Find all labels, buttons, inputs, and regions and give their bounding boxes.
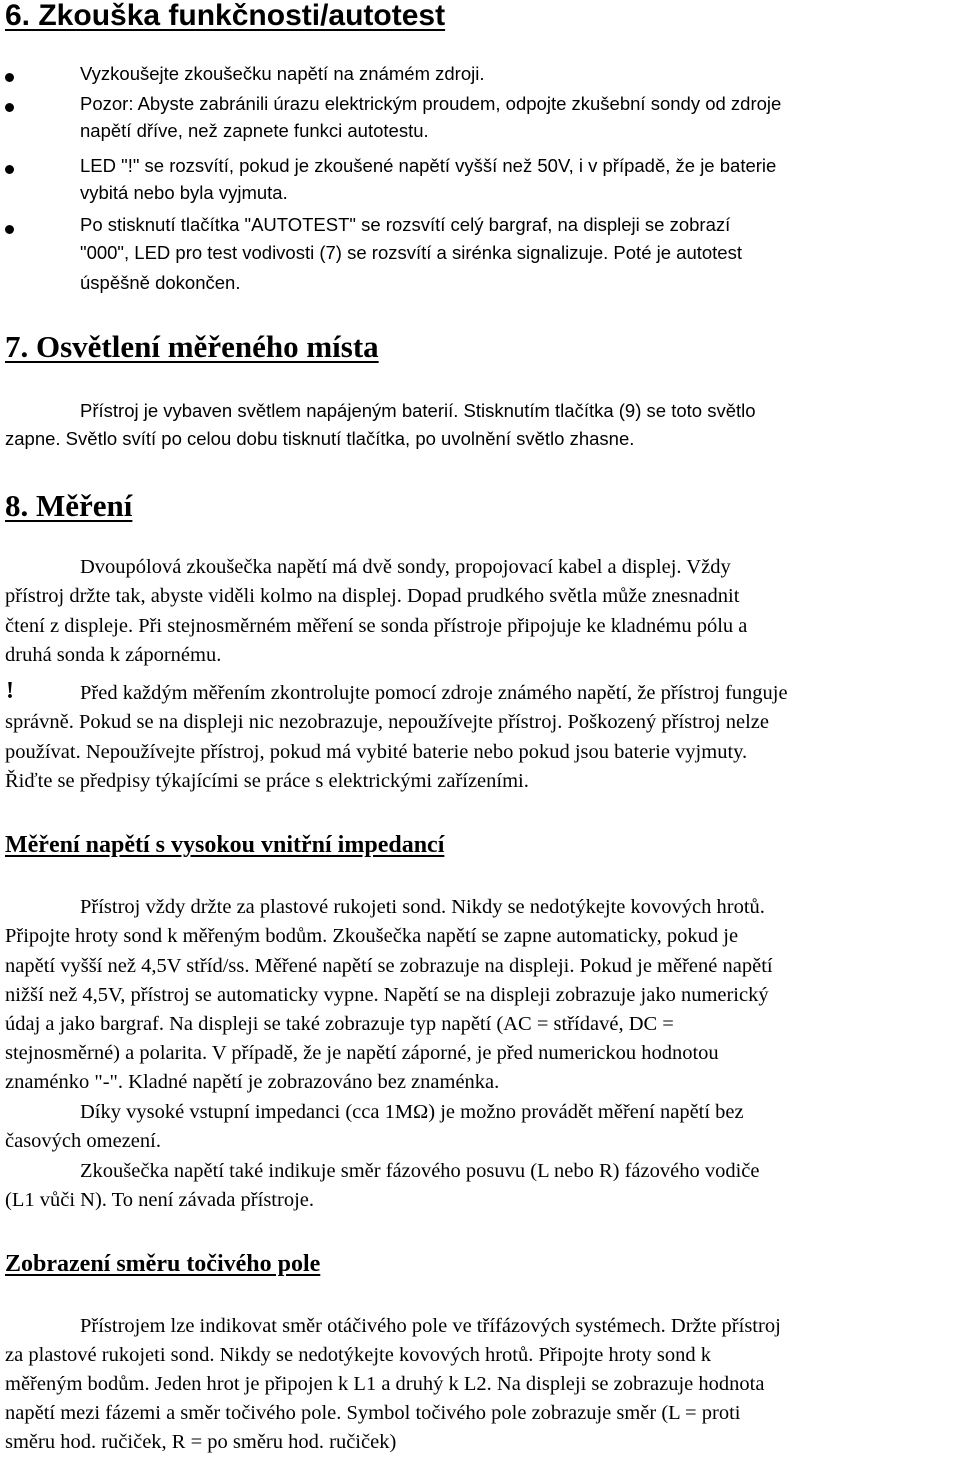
bullet-2-line-1: Pozor: Abyste zabránili úrazu elektrickým proudem, odpojte zkušební sondy od zdroje xyxy=(80,93,782,114)
warning-line-1: Před každým měřením zkontrolujte pomocí zdroje známého napětí, že přístroj funguje xyxy=(80,682,788,704)
section-8-line-4: druhá sonda k zápornému. xyxy=(5,644,222,666)
section-7-line-2: zapne. Světlo svítí po celou dobu tisknutí tlačítka, po uvolnění světlo zhasne. xyxy=(5,428,635,449)
bullet-icon xyxy=(5,103,14,112)
impedance-heading: Měření napětí s vysokou vnitřní impedancí xyxy=(5,832,445,858)
warning-line-3: používat. Nepoužívejte přístroj, pokud má vybité baterie nebo pokud jsou baterie vyjmuty. xyxy=(5,741,748,763)
bullet-icon xyxy=(5,165,14,174)
warning-icon: ! xyxy=(6,678,14,704)
impedance-line-2: Připojte hroty sond k měřeným bodům. Zkoušečka napětí se zapne automaticky, pokud je xyxy=(5,925,739,947)
bullet-4-line-3: úspěšně dokončen. xyxy=(80,272,241,293)
section-6-heading: 6. Zkouška funkčnosti/autotest xyxy=(5,0,446,32)
impedance-line-4: nižší než 4,5V, přístroj se automaticky vypne. Napětí se na displeji zobrazuje jako numerický xyxy=(5,984,769,1006)
impedance-line-5: údaj a jako bargraf. Na displeji se také zobrazuje typ napětí (AC = střídavé, DC = xyxy=(5,1013,674,1035)
impedance-line-10: Zkoušečka napětí také indikuje směr fázového posuvu (L nebo R) fázového vodiče xyxy=(80,1160,760,1182)
rotation-line-5: směru hod. ručiček, R = po směru hod. ručiček) xyxy=(5,1431,397,1453)
impedance-line-1: Přístroj vždy držte za plastové rukojeti sond. Nikdy se nedotýkejte kovových hrotů. xyxy=(80,896,765,918)
bullet-icon xyxy=(5,73,14,82)
bullet-icon xyxy=(5,225,14,234)
rotation-line-3: měřeným bodům. Jeden hrot je připojen k L1 a druhý k L2. Na displeji se zobrazuje hodnota xyxy=(5,1373,765,1395)
rotation-heading: Zobrazení směru točivého pole xyxy=(5,1251,321,1277)
bullet-2-line-2: napětí dříve, než zapnete funkci autotestu. xyxy=(80,120,429,141)
rotation-line-1: Přístrojem lze indikovat směr otáčivého pole ve třífázových systémech. Držte přístroj xyxy=(80,1315,781,1337)
section-8-heading: 8. Měření xyxy=(5,488,133,523)
impedance-line-6: stejnosměrné) a polarita. V případě, že je napětí záporné, je před numerickou hodnotou xyxy=(5,1042,719,1064)
bullet-3-line-2: vybitá nebo byla vyjmuta. xyxy=(80,182,288,203)
bullet-4-line-1: Po stisknutí tlačítka "AUTOTEST" se rozsvítí celý bargraf, na displeji se zobrazí xyxy=(80,214,731,235)
section-8-line-1: Dvoupólová zkoušečka napětí má dvě sondy, propojovací kabel a displej. Vždy xyxy=(80,556,731,578)
section-7-heading: 7. Osvětlení měřeného místa xyxy=(5,329,379,364)
section-8-line-2: přístroj držte tak, abyste viděli kolmo na displej. Dopad prudkého světla může znesnadnit xyxy=(5,585,740,607)
impedance-line-9: časových omezení. xyxy=(5,1130,161,1152)
impedance-line-8: Díky vysoké vstupní impedanci (cca 1MΩ) je možno provádět měření napětí bez xyxy=(80,1101,744,1123)
section-7-line-1: Přístroj je vybaven světlem napájeným baterií. Stisknutím tlačítka (9) se toto světlo xyxy=(80,400,756,421)
section-8-line-3: čtení z displeje. Při stejnosměrném měření se sonda přístroje připojuje ke kladnému pólu a xyxy=(5,615,748,637)
bullet-4-line-2: "000", LED pro test vodivosti (7) se rozsvítí a sirénka signalizuje. Poté je autotest xyxy=(80,242,742,263)
impedance-line-11: (L1 vůči N). To není závada přístroje. xyxy=(5,1189,315,1211)
bullet-1-line-1: Vyzkoušejte zkoušečku napětí na známém zdroji. xyxy=(80,63,485,84)
warning-line-4: Řiďte se předpisy týkajícími se práce s elektrickými zařízeními. xyxy=(5,770,529,792)
rotation-line-2: za plastové rukojeti sond. Nikdy se nedotýkejte kovových hrotů. Připojte hroty sond k xyxy=(5,1344,711,1366)
impedance-line-3: napětí vyšší než 4,5V stříd/ss. Měřené napětí se zobrazuje na displeji. Pokud je měřené napětí xyxy=(5,955,773,977)
bullet-3-line-1: LED "!" se rozsvítí, pokud je zkoušené napětí vyšší než 50V, i v případě, že je baterie xyxy=(80,155,777,176)
rotation-line-4: napětí mezi fázemi a směr točivého pole. Symbol točivého pole zobrazuje směr (L = proti xyxy=(5,1402,741,1424)
warning-line-2: správně. Pokud se na displeji nic nezobrazuje, nepoužívejte přístroj. Poškozený přístroj nelze xyxy=(5,711,769,733)
impedance-line-7: znaménko "-". Kladné napětí je zobrazováno bez znaménka. xyxy=(5,1071,500,1093)
